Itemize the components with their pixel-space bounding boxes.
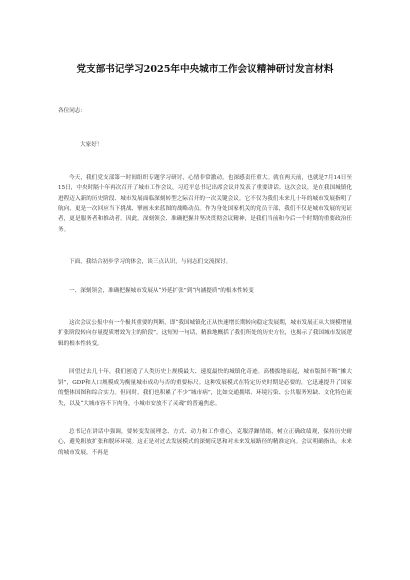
paragraph-intro: 今天，我们党支部第一时间组织专题学习研讨，心情非常激动，也深感责任重大。就在两天前，也就是7月14日至15日，中央时隔十年再次召开了城市工作会议，习近平总书记出席会议并发表了重要讲话。这次会议，是在我国城镇化进程迈入新的历史阶段、城市发展面临深刻转型之际召开的一次关键会议。它不仅为我们未来几十年的城市发展指明了航向，更是一次回应当下挑战、擘画未来蓝图的战略动员。作为身处国家机关的党员干部，我们不仅是城市发展的见证者，更是服务者和推动者。因此，深刻领会、准确把握并坚决贯彻会议精神，是我们当前和今后一个时期的重要政治任务。	[58, 174, 352, 233]
salutation: 各位同志：	[58, 108, 86, 114]
paragraph-requirements: 总书记在讲话中强调，要转变发展理念、方式、动力和工作重心，克服浮躁情绪，树立正确政绩观，保持历史耐心，避免粗放扩张和脱环环境。这正是对过去发展模式的深刻反思和对未来发展路径的精准定向。会议明确指出，未来的城市发展，不再是	[58, 428, 352, 456]
document-title: 党支部书记学习2025年中央城市工作会议精神研讨发言材料	[76, 64, 334, 75]
paragraph-judgment: 这次会议公报中有一个极其重要的判断，即“我国城镇化正从快速增长期转向稳定发展期，城市发展正从大规模增量扩张阶段转向存量提质增效为主的阶段”。这短短一句话，精准地概括了我们所处的历史方位，也揭示了我国城市发展逻辑的根本性转变。	[58, 320, 352, 347]
paragraph-outline: 下面，我结合初步学习的体会，谈三点认识，与同志们交流探讨。	[69, 259, 232, 266]
paragraph-retrospect: 回望过去几十年，我们创造了人类历史上规模最大、速度最快的城镇化奇迹。高楼拔地而起，城市版图不断“摊大饼”，GDP和人口规模成为衡量城市成功与否的重要标尺。这种发展模式在特定历史时期是必要的，它迅速提升了国家的整体国图和综合实力。但同时，我们也积累了不少“城市病”，比如交通拥堵、环境污染、公共服务短缺、文化特色流失，以及“大城市容不下肉身，小城市安放不了灵魂”的普遍焦虑。	[58, 369, 352, 407]
section-heading-1: 一、深刻领会，准确把握城市发展从“外延扩张”到“内涵提质”的根本性转变	[69, 287, 254, 294]
greeting: 大家好！	[80, 142, 103, 149]
